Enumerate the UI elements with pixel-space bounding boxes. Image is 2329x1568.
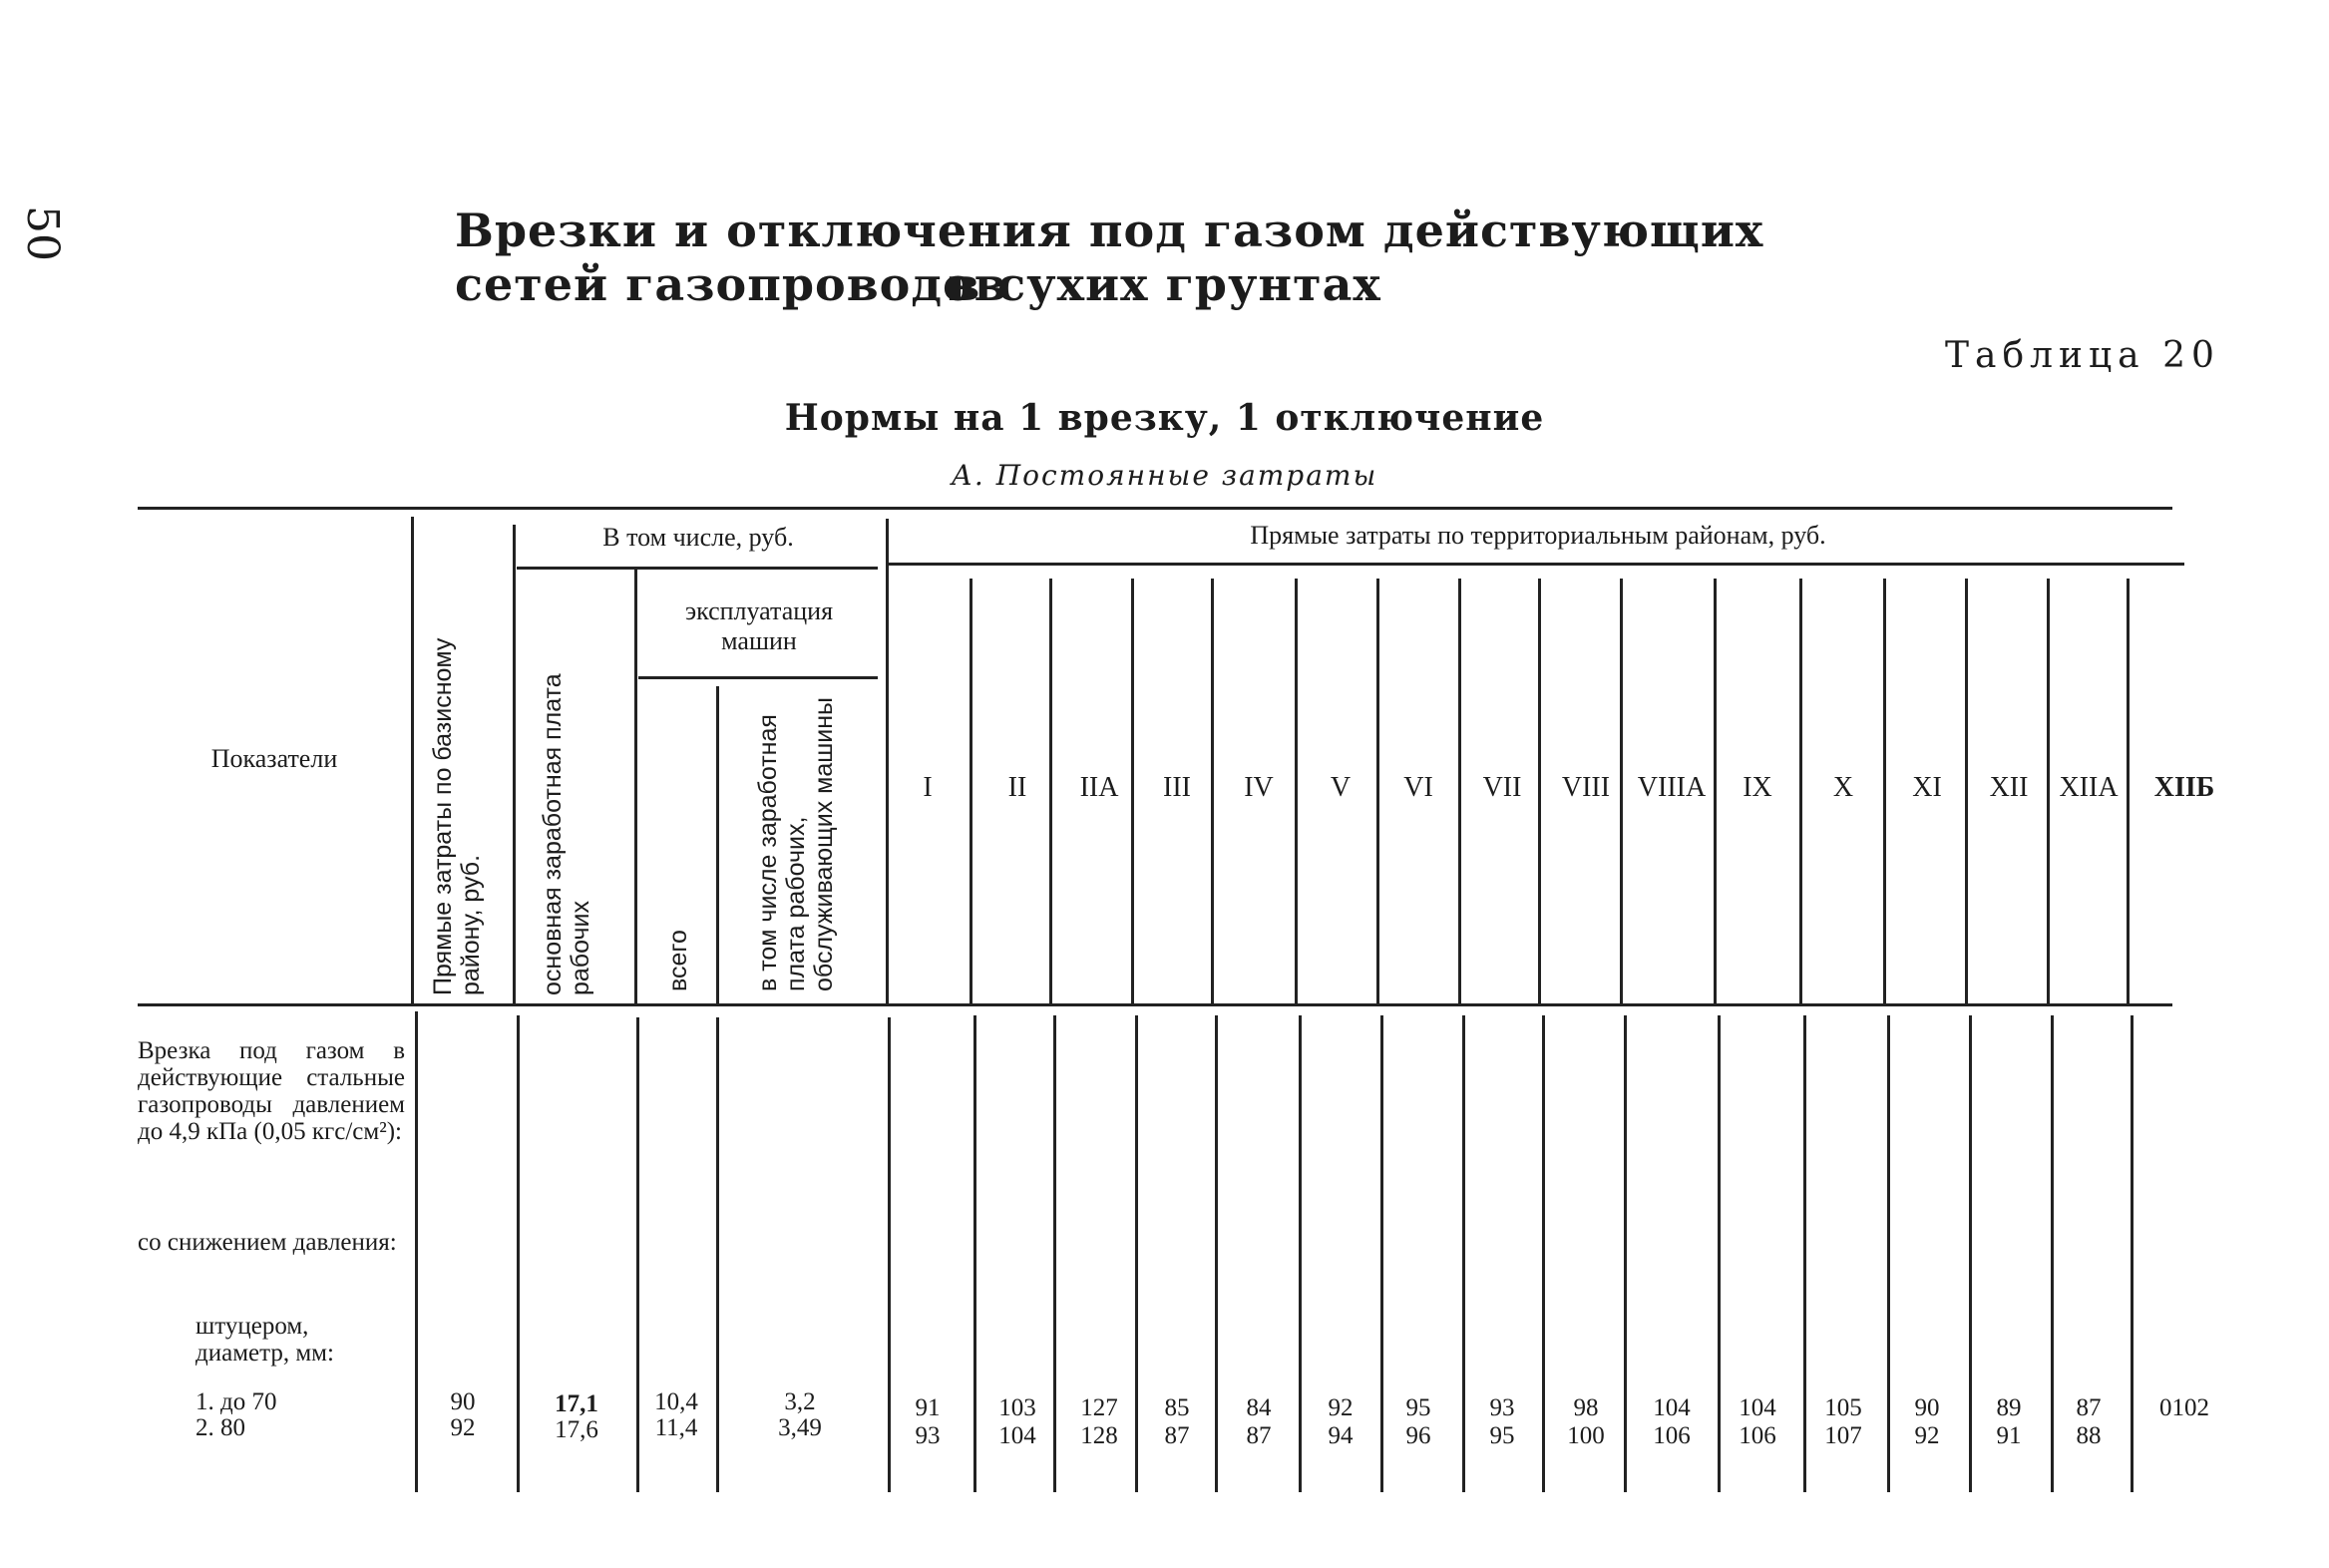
cell-district-value: 84 (1246, 1394, 1272, 1421)
header-incl-wage: в том числе заработная плата рабочих, обслуживающих машины (754, 696, 838, 991)
cell-district-value: 93 (1489, 1394, 1515, 1421)
header-divider (513, 525, 516, 1003)
cell-direct: 90 (450, 1388, 476, 1415)
cell-incl-wage: 3,49 (778, 1414, 822, 1441)
cell-base-wage: 17,1 (555, 1390, 598, 1417)
page-number: 50 (17, 205, 68, 261)
cell-district-value: 103 (998, 1394, 1036, 1421)
district-name: XI (1912, 772, 1942, 803)
cell-district-value: 92 (1328, 1394, 1354, 1421)
header-by-districts: Прямые затраты по территориальным районам, руб. (1250, 521, 1826, 550)
row-group-title: Врезка под газом в действующие стальные газопроводы давлением до 4,9 кПа (0,05 кгс/см²): (138, 1037, 405, 1145)
district-name: VII (1482, 772, 1522, 803)
header-divider (634, 569, 637, 1003)
district-name: IIA (1079, 772, 1119, 803)
district-divider (1799, 579, 1802, 1003)
district-name: VIII (1561, 772, 1611, 803)
cell-district-value: 127 (1080, 1394, 1118, 1421)
cell-direct: 92 (450, 1414, 476, 1441)
header-divider (886, 519, 889, 1003)
section-title: А. Постоянные затраты (951, 459, 1378, 492)
district-name: XII (1989, 772, 2029, 803)
cell-district-value: 107 (1824, 1422, 1862, 1449)
district-name: III (1163, 772, 1191, 803)
district-name: II (1007, 772, 1027, 803)
page-title: Врезки и отключения под газом действующих сетей газопроводов (455, 203, 1764, 311)
district-divider (1458, 579, 1461, 1003)
header-base-wage: основная заработная плата рабочих (539, 673, 594, 995)
district-divider (973, 1015, 976, 1492)
districts-rule (888, 563, 2184, 566)
cell-district-value: 89 (1996, 1394, 2022, 1421)
header-direct-costs-base: Прямые затраты по базисному району, руб. (429, 637, 485, 995)
cell-district-value: 85 (1164, 1394, 1190, 1421)
cell-district-value: 87 (2076, 1394, 2102, 1421)
cell-district-value: 106 (1653, 1422, 1691, 1449)
district-name: VI (1403, 772, 1433, 803)
cell-district-value: 0102 (2159, 1394, 2209, 1421)
row-subgroup: со снижением давления: (138, 1229, 397, 1256)
page-subtitle: в сухих грунтах (948, 257, 1381, 311)
cell-base-wage: 17,6 (555, 1416, 598, 1443)
header-indicators: Показатели (210, 744, 338, 773)
cell-district-value: 104 (1739, 1394, 1776, 1421)
cell-district-value: 95 (1489, 1422, 1515, 1449)
header-machine-operation: эксплуатация машин (684, 596, 834, 655)
cell-district-value: 93 (915, 1422, 941, 1449)
district-divider (1542, 1015, 1545, 1492)
cell-district-value: 105 (1824, 1394, 1862, 1421)
cell-district-value: 96 (1405, 1422, 1431, 1449)
norms-title: Нормы на 1 врезку, 1 отключение (784, 397, 1545, 439)
district-name: XIIБ (2153, 772, 2215, 803)
cell-district-value: 104 (998, 1422, 1036, 1449)
cell-district-value: 87 (1164, 1422, 1190, 1449)
header-bottom-rule (138, 1003, 2172, 1006)
cell-district-value: 104 (1653, 1394, 1691, 1421)
district-name: I (923, 772, 933, 803)
district-divider (1714, 579, 1717, 1003)
cell-district-value: 94 (1328, 1422, 1354, 1449)
header-divider (411, 517, 414, 1003)
including-rule (517, 567, 878, 570)
cell-incl-wage: 3,2 (784, 1388, 816, 1415)
row-item-label: 2. 80 (195, 1414, 245, 1441)
cell-machines-total: 10,4 (654, 1388, 698, 1415)
district-name: IX (1743, 772, 1772, 803)
cell-district-value: 91 (1996, 1422, 2022, 1449)
header-including: В том числе, руб. (602, 523, 794, 552)
header-machines-total: всего (664, 930, 692, 991)
row-item-label: 1. до 70 (195, 1388, 277, 1415)
cell-district-value: 88 (2076, 1422, 2102, 1449)
cell-machines-total: 11,4 (654, 1414, 698, 1441)
body-divider (716, 1017, 719, 1492)
district-divider (2131, 1015, 2134, 1492)
table-top-rule (138, 507, 2172, 510)
cell-district-value: 100 (1567, 1422, 1605, 1449)
cell-district-value: 87 (1246, 1422, 1272, 1449)
district-name: X (1832, 772, 1854, 803)
body-divider (415, 1011, 418, 1492)
cell-district-value: 128 (1080, 1422, 1118, 1449)
header-divider (716, 686, 719, 1003)
table-label: Таблица 20 (1945, 335, 2220, 376)
cell-district-value: 90 (1914, 1394, 1940, 1421)
cell-district-value: 91 (915, 1394, 941, 1421)
district-name: V (1330, 772, 1352, 803)
district-name: XIIA (2059, 772, 2119, 803)
cell-district-value: 98 (1573, 1394, 1599, 1421)
body-divider (517, 1015, 520, 1492)
row-fitting: штуцером, диаметр, мм: (195, 1313, 334, 1367)
district-name: VIIIA (1637, 772, 1707, 803)
cell-district-value: 106 (1739, 1422, 1776, 1449)
district-name: IV (1244, 772, 1274, 803)
cell-district-value: 92 (1914, 1422, 1940, 1449)
cell-district-value: 95 (1405, 1394, 1431, 1421)
district-divider (970, 579, 972, 1003)
district-divider (1883, 579, 1886, 1003)
